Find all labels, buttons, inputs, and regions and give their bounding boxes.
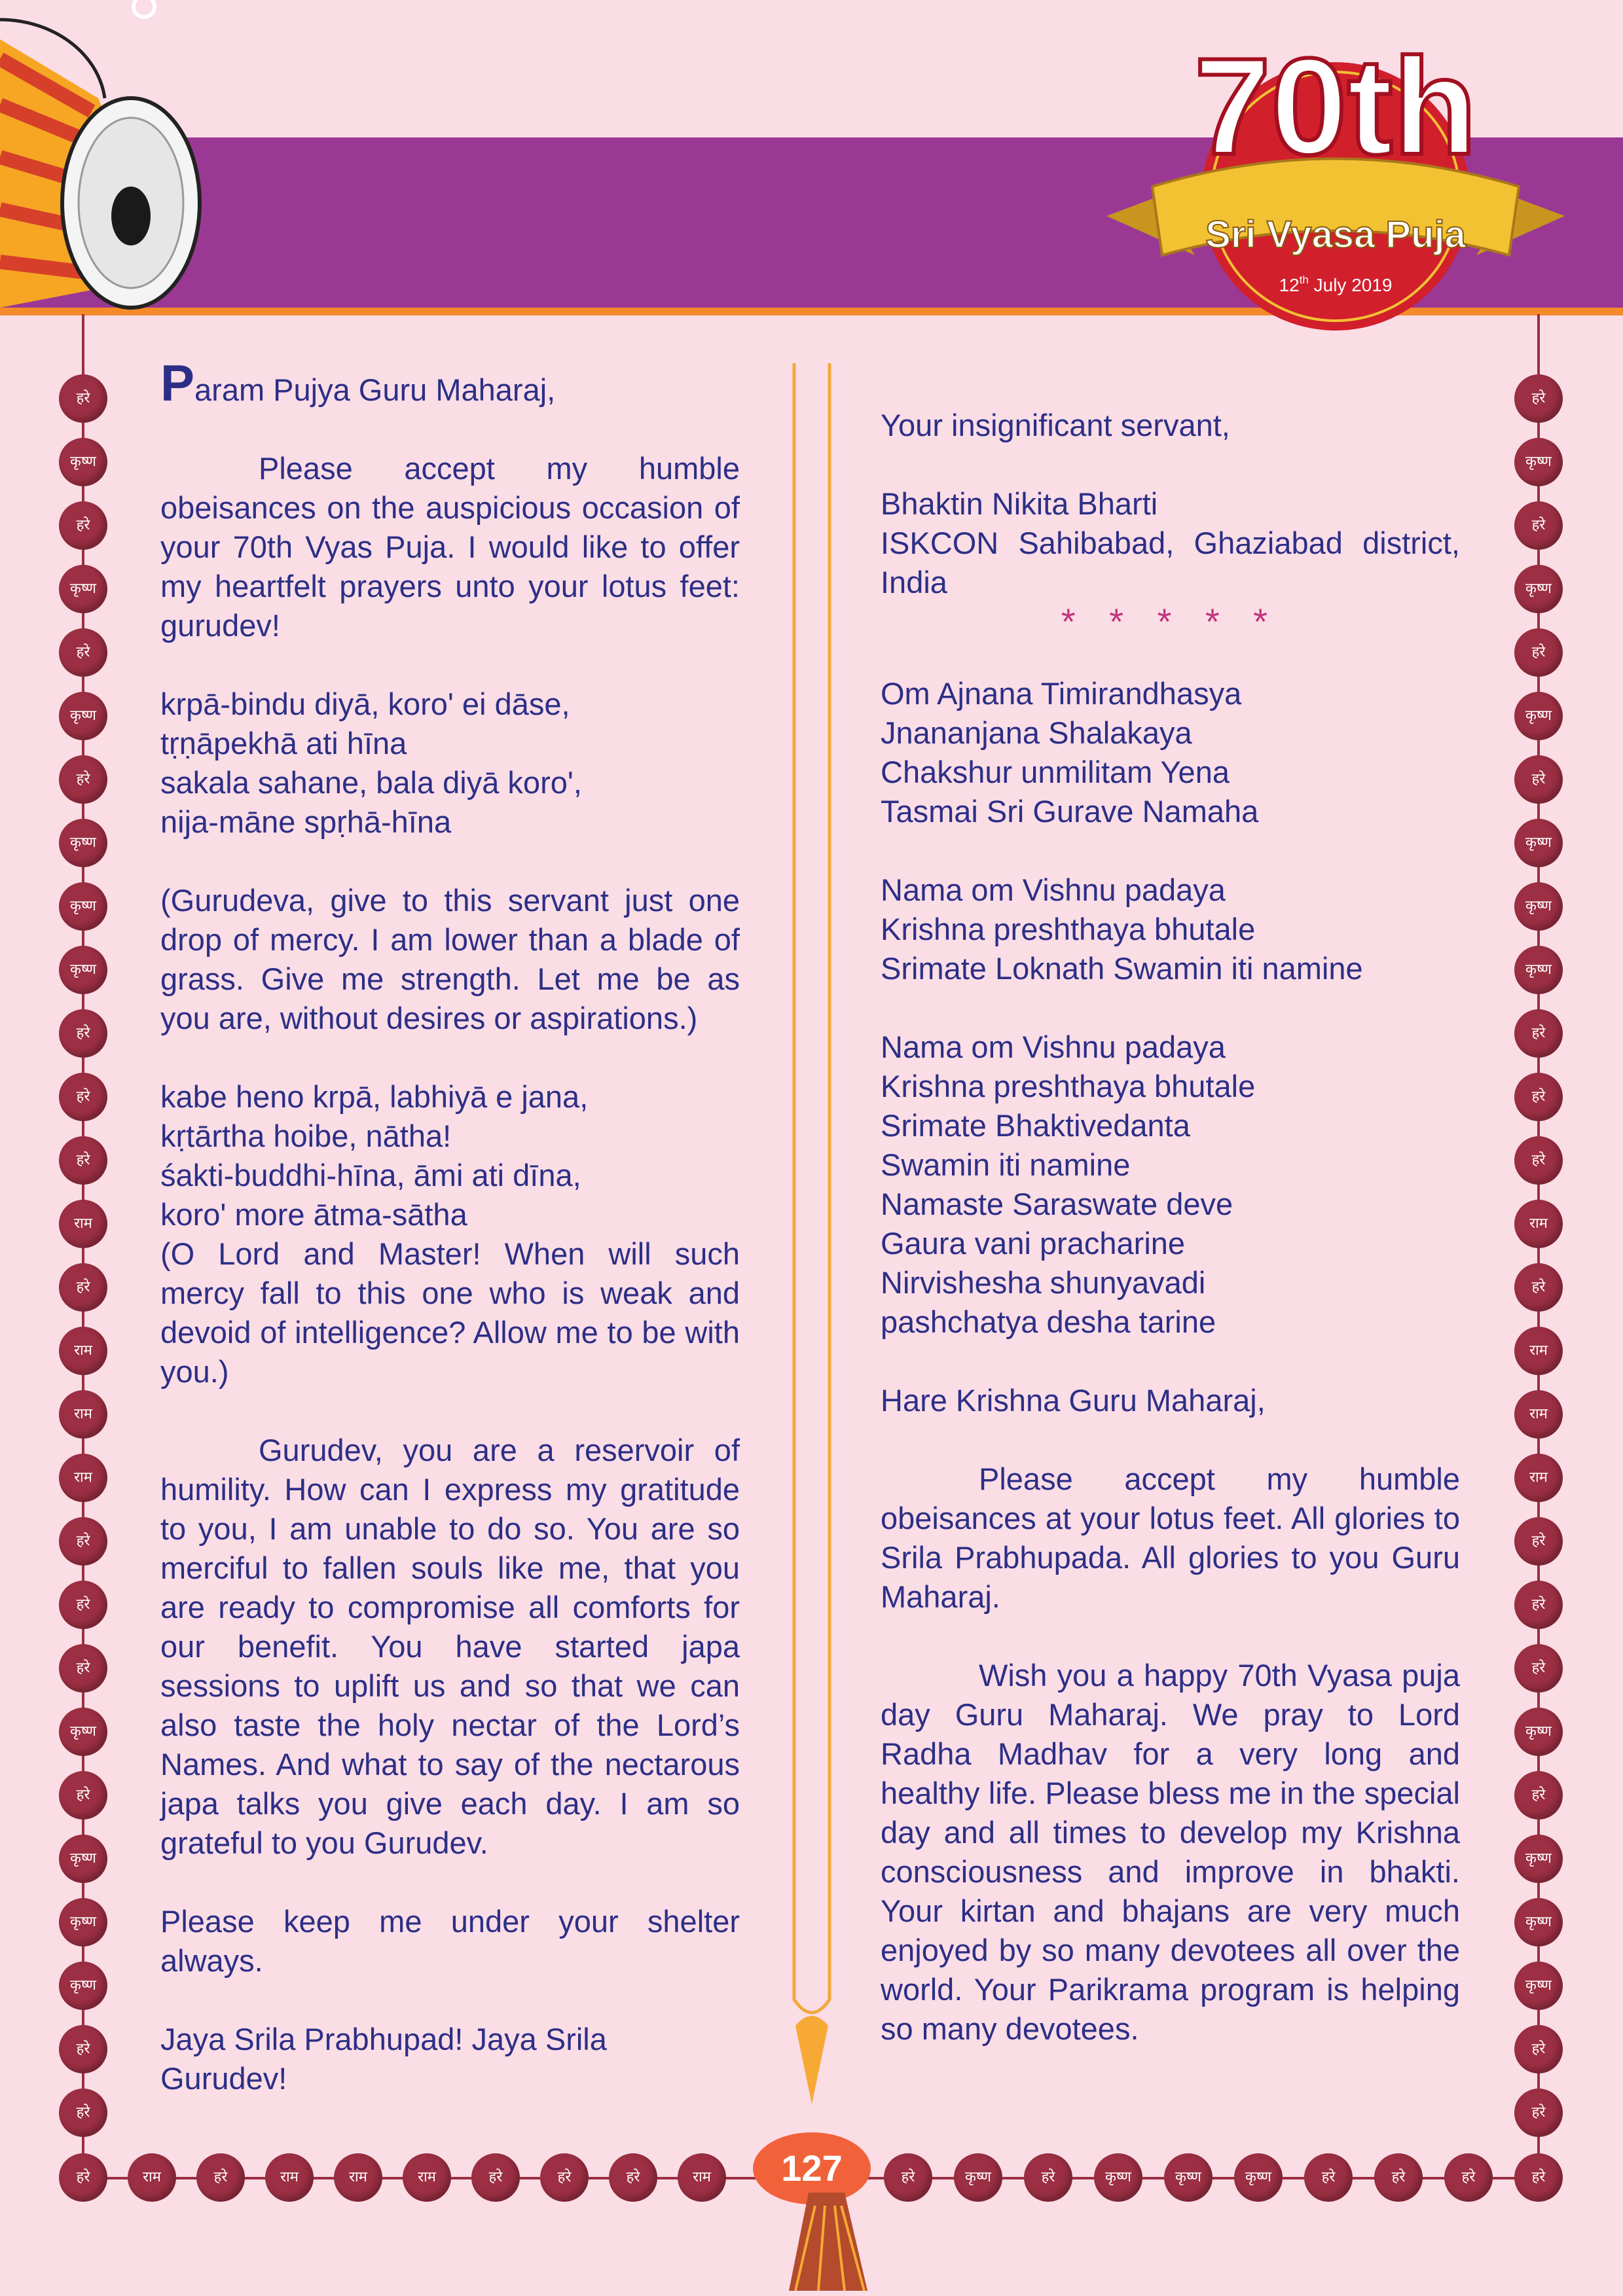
- bead: हरे: [1514, 1581, 1563, 1629]
- bead: हरे: [1514, 2025, 1563, 2073]
- bead: हरे: [1514, 628, 1563, 677]
- bead: राम: [128, 2153, 176, 2202]
- bead: कृष्ण: [1234, 2153, 1283, 2202]
- bead: राम: [1514, 1454, 1563, 1502]
- bead: कृष्ण: [1514, 1962, 1563, 2010]
- bead: कृष्ण: [954, 2153, 1002, 2202]
- bead: कृष्ण: [59, 1835, 107, 1883]
- bead: हरे: [1514, 374, 1563, 423]
- bead: कृष्ण: [1514, 438, 1563, 486]
- paragraph-4: Gurudev, you are a reservoir of humility. How can I express my gratitude to you, I am unable to do so. You are so merciful to fallen souls like me, that you are ready to compromise all comforts for our benefit. You have started japa sessions to uplift us and so that we can also taste the holy nectar of the Lord’s Names. And what to say of the nectarous japa talks you give each day. I am so grateful to you Gurudev.: [160, 1433, 740, 1860]
- badge-number: 70th: [1194, 39, 1477, 183]
- bead: हरे: [59, 1581, 107, 1629]
- bead: हरे: [884, 2153, 932, 2202]
- tassel-icon: [782, 2193, 867, 2291]
- bead: कृष्ण: [1514, 1898, 1563, 1946]
- bead: राम: [59, 1390, 107, 1439]
- bead: राम: [59, 1327, 107, 1375]
- drop-cap: P: [160, 354, 195, 412]
- bead: हरे: [540, 2153, 589, 2202]
- bead: हरे: [59, 1263, 107, 1312]
- bead: कृष्ण: [59, 565, 107, 613]
- letter-left-column: [160, 354, 740, 2138]
- bead: हरे: [59, 2089, 107, 2137]
- page-number: 127: [753, 2132, 871, 2204]
- bead: कृष्ण: [1514, 946, 1563, 994]
- bead: हरे: [1514, 501, 1563, 550]
- vyasa-puja-badge: [1106, 39, 1565, 353]
- bead: राम: [678, 2153, 726, 2202]
- mantra-2: Nama om Vishnu padaya Krishna preshthaya bhutale Srimate Loknath Swamin iti namine: [881, 872, 1363, 986]
- bead: राम: [59, 1200, 107, 1248]
- bead: कृष्ण: [1514, 692, 1563, 740]
- badge-title: Sri Vyasa Puja: [1205, 213, 1466, 256]
- bead: कृष्ण: [1094, 2153, 1142, 2202]
- bead: कृष्ण: [1514, 882, 1563, 931]
- right-paragraph-1: Please accept my humble obeisances at your lotus feet. All glories to Srila Prabhupada. All glories to you Guru Maharaj.: [881, 1462, 1460, 1614]
- paragraph-1: Please accept my humble obeisances on the auspicious occasion of your 70th Vyas Puja. I would like to offer my heartfelt prayers unto your lotus feet: gurudev!: [160, 451, 740, 643]
- bead: हरे: [59, 1073, 107, 1121]
- bead: कृष्ण: [1164, 2153, 1213, 2202]
- bead: कृष्ण: [59, 882, 107, 931]
- bead: हरे: [59, 1136, 107, 1185]
- verse-1: krpā-bindu diyā, koro' ei dāse, tṛṇāpekhā ati hīna sakala sahane, bala diyā koro', nija-māne spṛhā-hīna: [160, 687, 582, 839]
- paragraph-5: Please keep me under your shelter always.: [160, 1904, 740, 1978]
- author-block: [881, 484, 1460, 602]
- bead: कृष्ण: [59, 692, 107, 740]
- bead: राम: [1514, 1327, 1563, 1375]
- bead: हरे: [1514, 2153, 1563, 2202]
- letter-right-column: [881, 406, 1460, 2088]
- bead: हरे: [1514, 1073, 1563, 1121]
- bead: हरे: [609, 2153, 657, 2202]
- bead: हरे: [59, 1644, 107, 1693]
- bead: हरे: [471, 2153, 520, 2202]
- paragraph-2: (Gurudeva, give to this servant just one drop of mercy. I am lower than a blade of grass. Give me strength. Let me be as you are, without desires or aspirations.): [160, 883, 740, 1035]
- bead: राम: [403, 2153, 451, 2202]
- bead: हरे: [1514, 1517, 1563, 1566]
- bead: हरे: [1514, 755, 1563, 804]
- mantra-1: Om Ajnana Timirandhasya Jnananjana Shalakaya Chakshur unmilitam Yena Tasmai Sri Gurave Namaha: [881, 676, 1259, 829]
- bead: कृष्ण: [59, 1962, 107, 2010]
- bead: हरे: [59, 374, 107, 423]
- paragraph-3: (O Lord and Master! When will such mercy fall to this one who is weak and devoid of intelligence? Allow me to be with you.): [160, 1236, 740, 1389]
- bead: कृष्ण: [1514, 1708, 1563, 1756]
- bead: हरे: [196, 2153, 245, 2202]
- bead: कृष्ण: [59, 946, 107, 994]
- bead: हरे: [59, 1771, 107, 1820]
- bead: हरे: [1514, 1009, 1563, 1058]
- bead: हरे: [1514, 1263, 1563, 1312]
- mridanga-drum-icon: [0, 0, 216, 314]
- bead: हरे: [1304, 2153, 1353, 2202]
- salutation-2: Hare Krishna Guru Maharaj,: [881, 1383, 1266, 1418]
- bead: हरे: [1024, 2153, 1072, 2202]
- bead: हरे: [1514, 1771, 1563, 1820]
- bead: हरे: [59, 1009, 107, 1058]
- bead: हरे: [1514, 2089, 1563, 2137]
- author-name: Bhaktin Nikita Bharti: [881, 486, 1158, 521]
- badge-date: 12th July 2019: [1279, 274, 1393, 295]
- bead: राम: [59, 1454, 107, 1502]
- closing-line: Your insignificant servant,: [881, 408, 1230, 442]
- bead: कृष्ण: [59, 819, 107, 867]
- paragraph-6: Jaya Srila Prabhupad! Jaya Srila Gurudev!: [160, 2022, 607, 2096]
- bead: हरे: [1374, 2153, 1423, 2202]
- bead: हरे: [59, 628, 107, 677]
- bead: राम: [1514, 1200, 1563, 1248]
- mantra-3: Nama om Vishnu padaya Krishna preshthaya bhutale Srimate Bhaktivedanta Swamin iti namine Namaste Saraswate deve Gaura vani pracharine Nirvishesha shunyavadi pashchatya desha tarine: [881, 1030, 1256, 1339]
- bead: हरे: [1444, 2153, 1493, 2202]
- bead: कृष्ण: [59, 1898, 107, 1946]
- right-paragraph-2: Wish you a happy 70th Vyasa puja day Guru Maharaj. We pray to Lord Radha Madhav for a very long and healthy life. Please bless me in the special day and all times to develop my Krishna consciousness and improve in bhakti. Your kirtan and bhajans are very much enjoyed by so many devotees all over the world. Your Parikrama program is helping so many devotees.: [881, 1658, 1460, 2046]
- bead: हरे: [1514, 1136, 1563, 1185]
- bead: राम: [334, 2153, 382, 2202]
- bead: कृष्ण: [1514, 1835, 1563, 1883]
- bead: हरे: [59, 755, 107, 804]
- bead: राम: [265, 2153, 314, 2202]
- separator-stars: * * * * *: [1061, 601, 1280, 642]
- bead: राम: [1514, 1390, 1563, 1439]
- verse-2: kabe heno krpā, labhiyā e jana, kṛtārtha hoibe, nātha! śakti-buddhi-hīna, āmi ati dīna, koro' more ātma-sātha: [160, 1079, 589, 1232]
- center-garland-divider: [782, 363, 841, 2104]
- bead: हरे: [59, 2153, 107, 2202]
- author-place: ISKCON Sahibabad, Ghaziabad district, India: [881, 526, 1460, 600]
- bead: हरे: [59, 501, 107, 550]
- bead: हरे: [1514, 1644, 1563, 1693]
- bead: हरे: [59, 2025, 107, 2073]
- salutation: Param Pujya Guru Maharaj,: [160, 354, 556, 412]
- bead: कृष्ण: [59, 1708, 107, 1756]
- bead: हरे: [59, 1517, 107, 1566]
- bead: कृष्ण: [1514, 819, 1563, 867]
- bead: कृष्ण: [1514, 565, 1563, 613]
- bead: कृष्ण: [59, 438, 107, 486]
